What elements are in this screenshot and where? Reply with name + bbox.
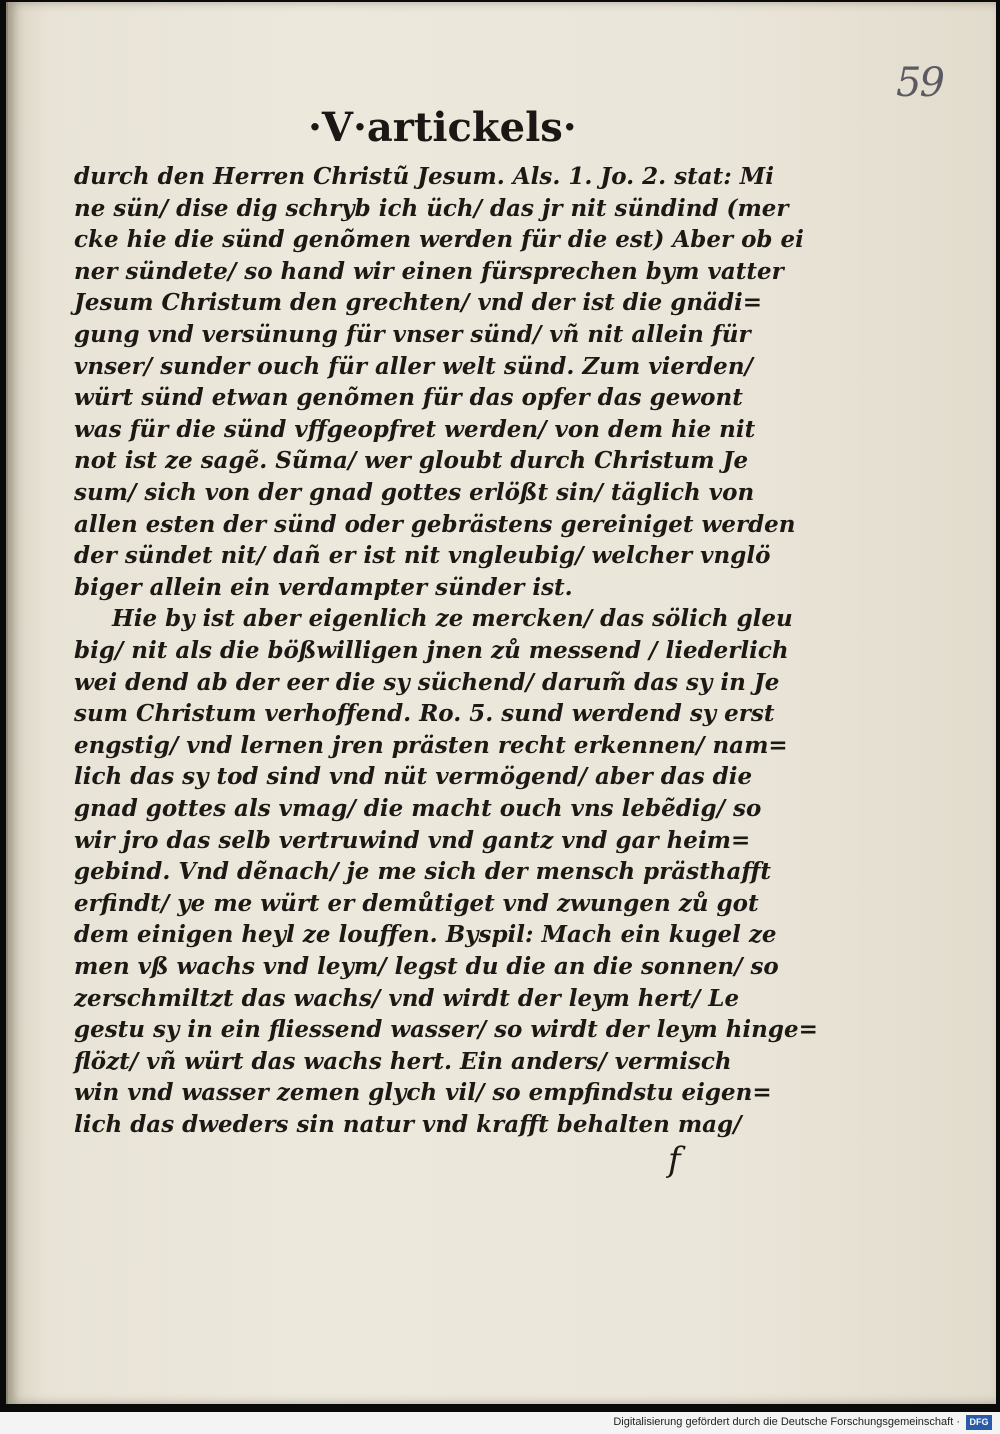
- text-line: dem einigen heyl ze louffen. Byspil: Mach ein kugel ze: [74, 921, 777, 949]
- page-heading: ·V·artickels·: [308, 104, 577, 151]
- text-line: sum Christum verhoffend. Ro. 5. sund werdend sy erst: [74, 700, 775, 728]
- text-line: win vnd wasser zemen glych vil/ so empfindstu eigen=: [74, 1079, 772, 1107]
- text-line: sum/ sich von der gnad gottes erlößt sin/ täglich von: [74, 479, 755, 506]
- text-line: lich das sy tod sind vnd nüt vermögend/ aber das die: [74, 763, 753, 791]
- text-line: würt sünd etwan genõmen für das opfer das gewont: [74, 384, 743, 412]
- dfg-logo-icon: DFG: [966, 1415, 992, 1430]
- text-line: vnser/ sunder ouch für aller welt sünd. Zum vierden/: [74, 352, 753, 380]
- signature-mark: f: [668, 1140, 681, 1180]
- text-line: gung vnd versünung für vnser sünd/ vñ nit allein für: [74, 321, 751, 348]
- footer-bar: [0, 1412, 1000, 1434]
- text-line: gebind. Vnd dẽnach/ je me sich der mensch prästhafft: [74, 858, 772, 886]
- book-page: [6, 2, 996, 1404]
- text-line: lich das dweders sin natur vnd krafft behalten mag/: [74, 1111, 742, 1138]
- text-line: not ist ze sagẽ. Sũma/ wer gloubt durch Christum Je: [74, 447, 749, 475]
- text-line: der sündet nit/ dañ er ist nit vngleubig/ welcher vnglö: [74, 542, 771, 570]
- text-line: engstig/ vnd lernen jren prästen recht erkennen/ nam=: [74, 731, 788, 759]
- text-line: durch den Herren Christũ Jesum. Als. 1. Jo. 2. stat: Mi: [74, 163, 774, 190]
- text-line: ner sündete/ so hand wir einen fürsprechen bym vatter: [74, 257, 784, 285]
- text-block: [74, 160, 818, 1150]
- text-line: wei dend ab der eer die sy süchend/ darum̃ das sy in Je: [74, 668, 780, 696]
- text-line: wir jro das selb vertruwind vnd gantz vnd gar heim=: [74, 826, 751, 854]
- text-line: allen esten der sünd oder gebrästens gereiniget werden: [74, 510, 796, 538]
- text-line: biger allein ein verdampter sünder ist.: [74, 573, 573, 601]
- text-line: Hie by ist aber eigenlich ze mercken/ das sölich gleu: [112, 605, 793, 633]
- text-line: gestu sy in ein fliessend wasser/ so wirdt der leym hinge=: [74, 1016, 818, 1044]
- text-line: erfindt/ ye me würt er demůtiget vnd zwungen zů got: [74, 889, 759, 917]
- text-line: men vß wachs vnd leym/ legst du die an die sonnen/ so: [74, 953, 779, 980]
- text-line: ne sün/ dise dig schryb ich üch/ das jr nit sündind (mer: [74, 194, 789, 222]
- text-line: cke hie die sünd genõmen werden für die est) Aber ob ei: [74, 226, 804, 254]
- folio-number: 59: [896, 60, 943, 106]
- text-line: zerschmiltzt das wachs/ vnd wirdt der leym hert/ Le: [74, 984, 740, 1012]
- text-line: flözt/ vñ würt das wachs hert. Ein anders/ vermisch: [74, 1047, 732, 1075]
- text-line: Jesum Christum den grechten/ vnd der ist die gnädi=: [74, 289, 763, 317]
- text-line: was für die sünd vffgeopfret werden/ von dem hie nit: [74, 415, 756, 443]
- text-line: gnad gottes als vmag/ die macht ouch vns lebẽdig/ so: [74, 795, 762, 822]
- text-line: big/ nit als die bößwilligen jnen zů messend / liederlich: [74, 637, 789, 664]
- footer-credit: Digitalisierung gefördert durch die Deutsche Forschungsgemeinschaft ·: [613, 1416, 960, 1428]
